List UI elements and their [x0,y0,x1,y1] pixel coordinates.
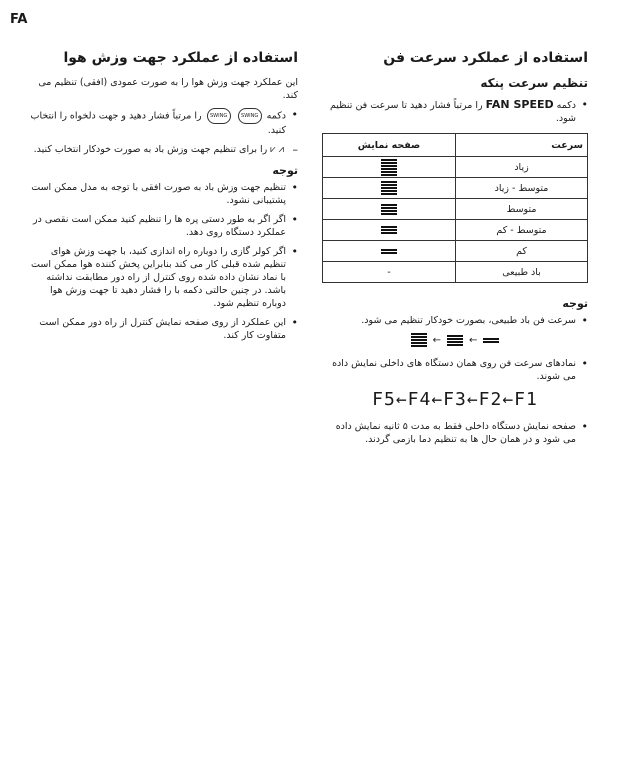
air-direction-item-1: • دکمه SWING SWING را مرتباً فشار دهید و جهت دلخواه را انتخاب کنید. [28,108,298,137]
swing-vertical-button-icon: SWING [238,108,262,124]
display-cell [323,220,456,241]
fan-bars-icon [381,249,397,254]
fan-notes [322,314,588,327]
speed-cell: متوسط - زیاد [456,178,588,199]
air-direction-title: استفاده از عملکرد جهت وزش هوا [63,50,298,66]
air-direction-item-2: – ⩘ ⩗ را برای تنظیم جهت وزش باد به صورت خودکار انتخاب کنید. [28,143,298,156]
speed-cell: باد طبیعی [456,262,588,283]
fan-bars-icon [381,181,397,195]
fan-speed-instructions [322,98,588,125]
air-direction-section [28,50,298,348]
auto-swing-icon: ⩘ ⩗ [270,144,284,155]
air-direction-items [28,108,298,156]
fan-speed-keyword: FAN SPEED [485,98,554,111]
speed-cell: زیاد [456,157,588,178]
air-note-3: • اگر کولر گازی را دوباره راه اندازی کنید، با جهت وزش هوای تنظیم شده قبلی کار می کند بنابراین پخش کننده هوا ممکن است با نماد نشان داده شده روی کنترل از راه دور مطابقت نداشته باشد. در چنین حالتی دکمه با را فشار دهید تا جهت وزش هوا دوباره تنظیم شود. [28,245,298,310]
fan-speed-subtitle: تنظیم سرعت پنکه [480,76,588,90]
natural-wind-sequence [322,333,588,347]
table-row [323,199,588,220]
arrow-left-icon: ← [432,334,441,346]
fan-speed-instruction: • دکمه FAN SPEED را مرتباً فشار دهید تا سرعت فن تنظیم شود. [322,98,588,125]
display-cell [323,241,456,262]
display-cell [323,199,456,220]
table-row [323,241,588,262]
fan-note-title: توجه [562,297,588,310]
fan-bars-icon [411,333,427,347]
table-row [323,157,588,178]
fan-bars-icon [381,204,397,215]
table-row [323,220,588,241]
air-note-1: • تنظیم جهت وزش باد به صورت افقی با توجه به مدل ممکن است پشتیبانی نشود. [28,181,298,207]
col-speed-header: سرعت [456,134,588,157]
air-note-2: • اگر اگر به طور دستی پره ها را تنظیم کنید ممکن است نقصی در عملکرد دستگاه روی دهد. [28,213,298,239]
speed-cell: متوسط [456,199,588,220]
swing-horizontal-button-icon: SWING [207,108,231,124]
display-cell [323,178,456,199]
fan-note-2: • نمادهای سرعت فن روی همان دستگاه های داخلی نمایش داده می شوند. [322,357,588,383]
col-display-header: صفحه نمایش [323,134,456,157]
air-note-4: • این عملکرد از روی صفحه نمایش کنترل از راه دور ممکن است متفاوت کار کند. [28,316,298,342]
speed-cell: متوسط - کم [456,220,588,241]
fan-bars-icon [447,335,463,346]
language-code: FA [10,12,28,27]
fan-bars-icon [381,159,397,176]
fan-bars-icon [483,338,499,343]
fan-speed-section [322,50,588,452]
table-row [323,178,588,199]
display-cell [323,157,456,178]
table-row [323,262,588,283]
fan-note-1: • سرعت فن باد طبیعی، بصورت خودکار تنظیم می شود. [322,314,588,327]
segment-code-sequence: F5←F4←F3←F2←F1 [372,389,538,410]
arrow-left-icon: ← [469,334,478,346]
display-cell: - [323,262,456,283]
fan-speed-table [322,133,588,283]
speed-cell: کم [456,241,588,262]
fan-bars-icon [381,226,397,234]
air-note-title: توجه [272,164,298,177]
air-direction-intro: این عملکرد جهت وزش هوا را به صورت عمودی (افقی) تنظیم می کند. [38,77,298,101]
fan-note-3: • صفحه نمایش دستگاه داخلی فقط به مدت ۵ ثانیه نمایش داده می شود و در همان حال ها به تنظیم دما بازمی گردند. [322,420,588,446]
table-header-row [323,134,588,157]
air-notes [28,181,298,342]
fan-speed-title: استفاده از عملکرد سرعت فن [383,50,588,66]
